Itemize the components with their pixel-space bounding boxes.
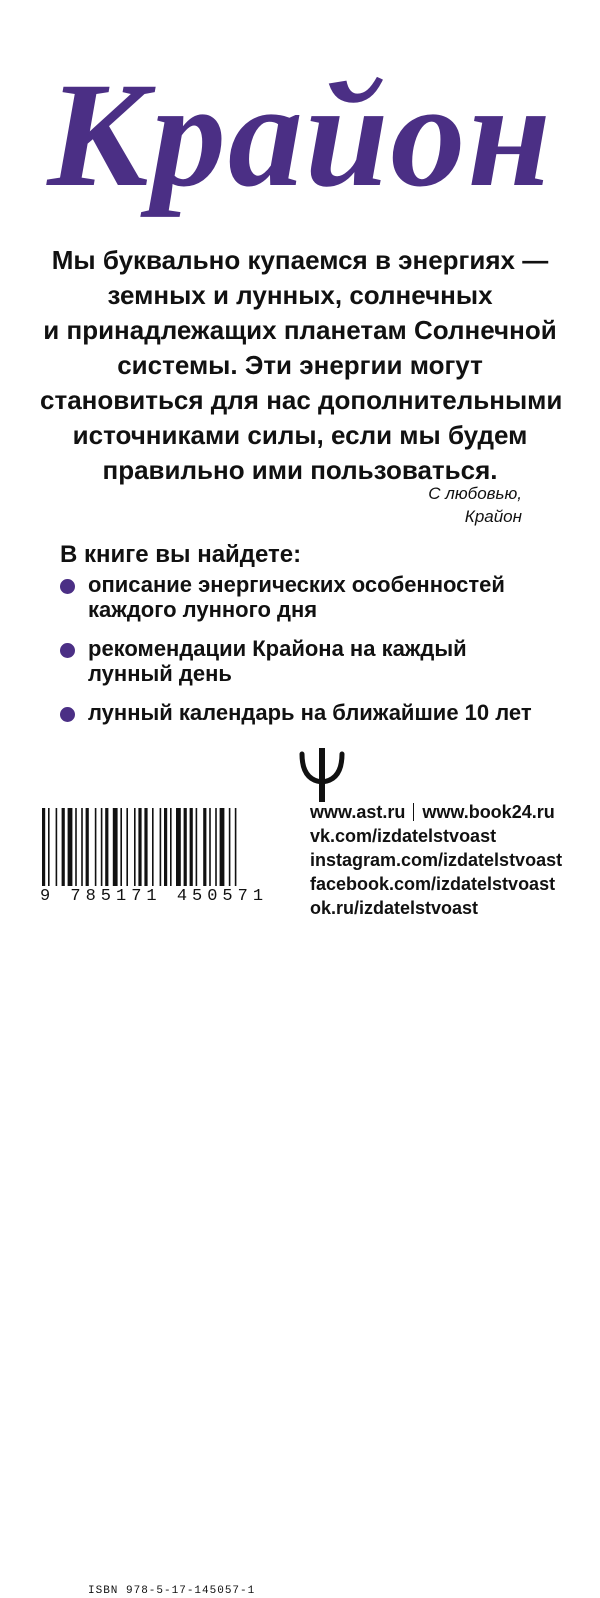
book-title: Крайон — [47, 52, 553, 218]
feature-text: лунный день — [88, 661, 232, 686]
bullet-dot-icon — [60, 579, 75, 594]
link-facebook[interactable]: facebook.com/izdatelstvoast — [310, 874, 556, 894]
barcode — [40, 792, 270, 1597]
divider — [413, 803, 414, 821]
isbn-label: ISBN 978-5-17-145057-1 — [88, 1585, 256, 1597]
website-row — [310, 800, 562, 824]
blurb-line: становиться для нас дополнительными — [40, 385, 563, 415]
blurb-line: и принадлежащих планетам Солнечной — [43, 315, 557, 345]
list-item — [58, 572, 578, 622]
link-book24[interactable]: www.book24.ru — [422, 802, 555, 822]
blurb-line: Мы буквально купаемся в энергиях — — [51, 245, 549, 275]
features-heading: В книге вы найдете: — [60, 541, 302, 568]
link-ast[interactable]: www.ast.ru — [310, 802, 406, 822]
list-item — [58, 636, 578, 686]
signature — [428, 482, 522, 528]
back-cover-blurb — [40, 243, 563, 488]
bullet-dot-icon — [60, 643, 75, 658]
link-instagram[interactable]: instagram.com/izdatelstvoast — [310, 850, 563, 870]
blurb-line: источниками силы, если мы будем — [72, 420, 528, 450]
feature-text: рекомендации Крайона на каждый — [88, 636, 467, 661]
feature-text: лунный календарь на ближайшие 10 лет — [88, 700, 532, 725]
link-vk[interactable]: vk.com/izdatelstvoast — [310, 826, 497, 846]
feature-text: каждого лунного дня — [88, 597, 318, 622]
publisher-psi-logo-icon — [292, 744, 352, 804]
signature-line: С любовью, — [428, 484, 522, 503]
bullet-dot-icon — [60, 707, 75, 722]
blurb-line: правильно ими пользоваться. — [102, 455, 498, 485]
publisher-links — [310, 800, 562, 920]
list-item — [58, 700, 578, 725]
blurb-line: земных и лунных, солнечных — [107, 280, 493, 310]
signature-author: Крайон — [464, 507, 522, 526]
barcode-bars — [40, 808, 270, 886]
blurb-line: системы. Эти энергии могут — [117, 350, 483, 380]
feature-text: описание энергических особенностей — [88, 572, 505, 597]
link-ok[interactable]: ok.ru/izdatelstvoast — [310, 898, 479, 918]
barcode-digits: 9 785171 450571 — [40, 887, 269, 906]
features-list — [58, 572, 578, 739]
